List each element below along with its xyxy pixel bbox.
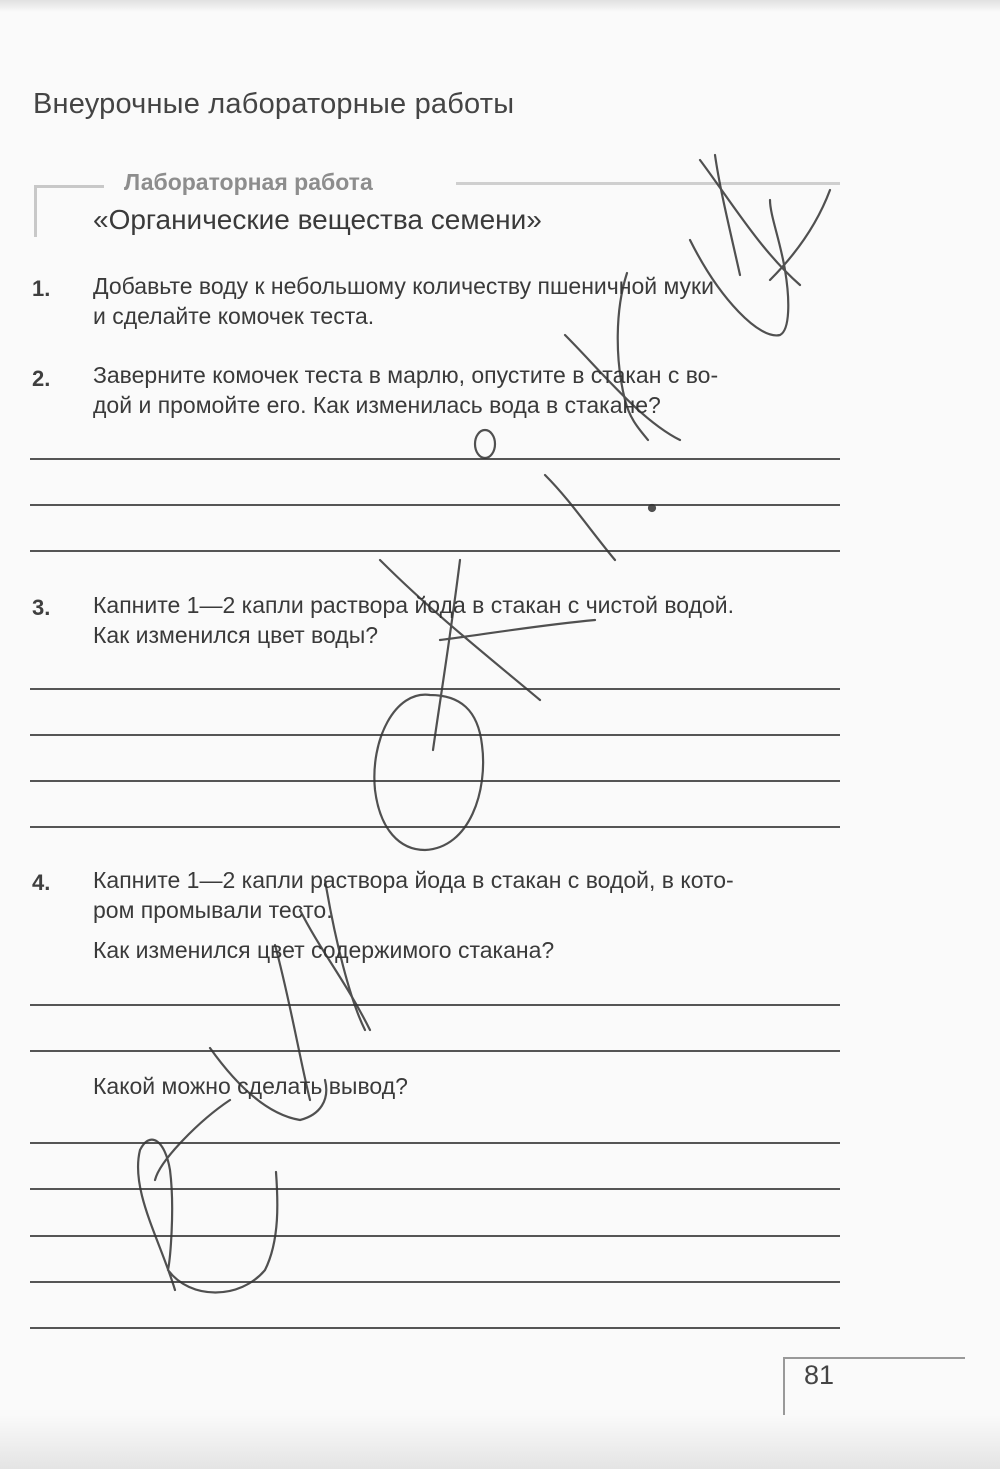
answer-line[interactable]: [30, 1004, 840, 1006]
task-number: 3.: [32, 595, 51, 620]
sub-question: Как изменился цвет содержимого стакана?: [93, 937, 555, 963]
task-number: 2.: [32, 366, 51, 391]
task-line: Как изменился цвет воды?: [93, 622, 379, 648]
task-text: [93, 865, 841, 925]
task-line: Добавьте воду к небольшому количеству пшеничной муки: [93, 273, 714, 299]
answer-line[interactable]: [30, 1142, 840, 1144]
lab-title: «Органические вещества семени»: [93, 204, 542, 235]
page-number-frame: [783, 1357, 965, 1359]
task-text: [93, 360, 841, 420]
frame-line: [34, 185, 104, 188]
task-text: [93, 590, 841, 650]
answer-line[interactable]: [30, 826, 840, 828]
task-number: 1.: [32, 276, 51, 301]
task-text: [93, 271, 841, 331]
answer-line[interactable]: [30, 1050, 840, 1052]
answer-line[interactable]: [30, 780, 840, 782]
frame-line: [34, 185, 37, 237]
task-line: и сделайте комочек теста.: [93, 303, 375, 329]
answer-line[interactable]: [30, 458, 840, 460]
lab-label: Лабораторная работа: [124, 169, 373, 195]
section-title: Внеурочные лабораторные работы: [33, 88, 515, 120]
task-number: 4.: [32, 870, 51, 895]
task-line: Заверните комочек теста в марлю, опустите в стакан с во-: [93, 362, 719, 388]
sub-question: Какой можно сделать вывод?: [93, 1073, 408, 1099]
frame-line: [456, 182, 840, 185]
answer-line[interactable]: [30, 1281, 840, 1283]
task-line: ром промывали тесто.: [93, 897, 333, 923]
answer-line[interactable]: [30, 1327, 840, 1329]
scan-bottom-edge: [0, 1415, 1000, 1469]
task-line: Капните 1—2 капли раствора йода в стакан с чистой водой.: [93, 592, 735, 618]
answer-line[interactable]: [30, 734, 840, 736]
task-line: дой и промойте его. Как изменилась вода в стакане?: [93, 392, 661, 418]
scan-top-edge: [0, 0, 1000, 12]
answer-line[interactable]: [30, 504, 840, 506]
answer-line[interactable]: [30, 1235, 840, 1237]
page-number: 81: [804, 1360, 835, 1390]
answer-line[interactable]: [30, 550, 840, 552]
page-number-frame: [783, 1357, 785, 1415]
task-line: Капните 1—2 капли раствора йода в стакан с водой, в кото-: [93, 867, 734, 893]
answer-line[interactable]: [30, 688, 840, 690]
answer-line[interactable]: [30, 1188, 840, 1190]
